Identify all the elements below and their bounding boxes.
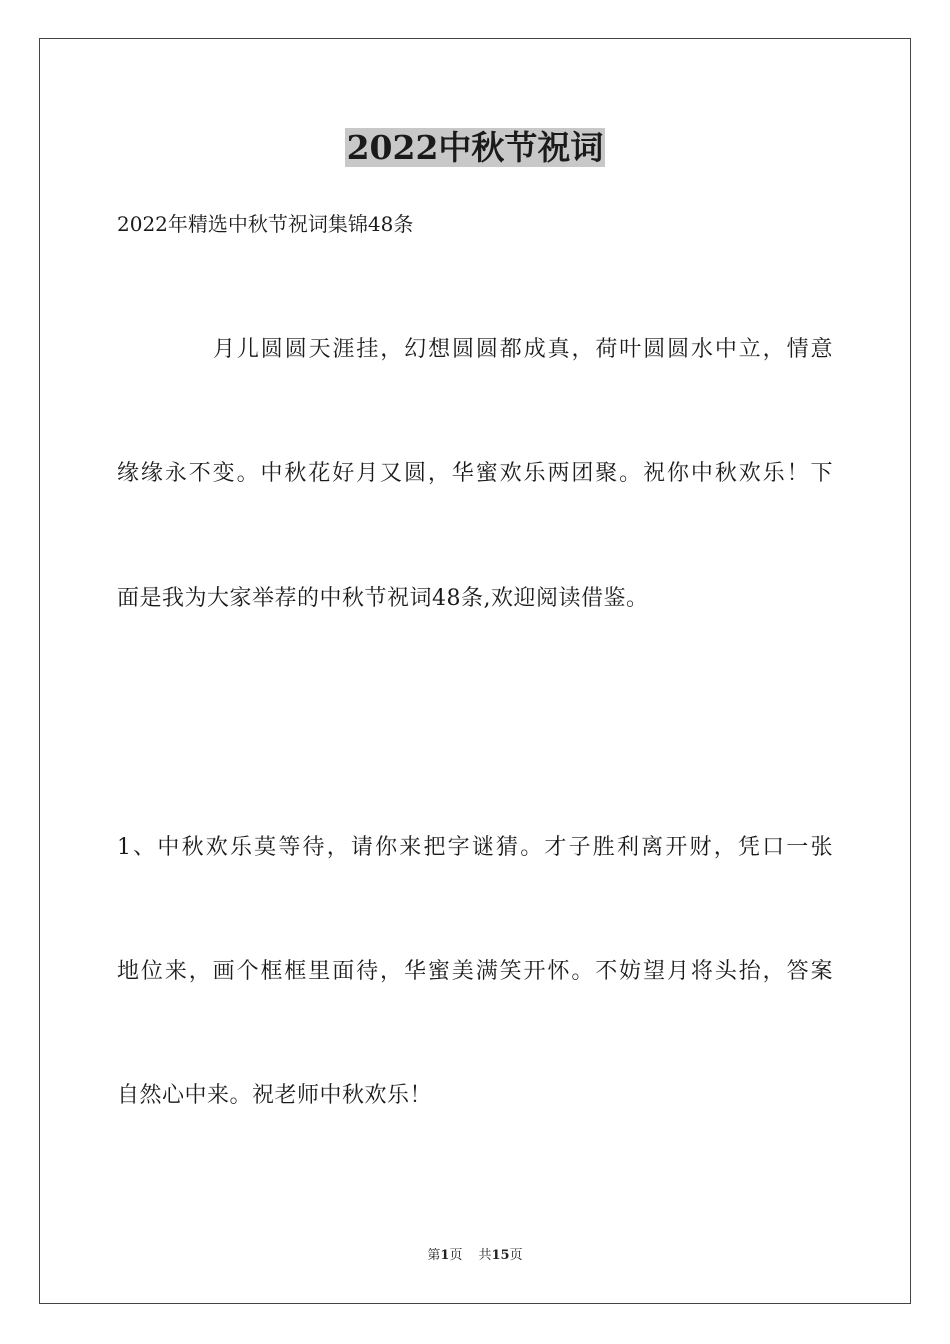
paragraph-2-line-1: 1、中秋欢乐莫等待，请你来把字谜猜。才子胜利离开财，凭口一张 [117, 835, 833, 860]
paragraph-2-line-3: 自然心中来。祝老师中秋欢乐！ [117, 1083, 433, 1108]
page-footer [0, 1247, 950, 1265]
page-suffix: 页 [449, 1248, 463, 1263]
page-prefix: 第 [427, 1248, 441, 1263]
paragraph-1-line-3: 面是我为大家举荐的中秋节祝词48条,欢迎阅读借鉴。 [117, 586, 649, 611]
total-suffix: 页 [509, 1248, 523, 1263]
page-number: 1 [440, 1248, 450, 1263]
document-title [0, 128, 950, 168]
paragraph-1-line-2: 缘缘永不变。中秋花好月又圆，华蜜欢乐两团聚。祝你中秋欢乐！下 [117, 461, 833, 486]
document-title-text: 2022中秋节祝词 [346, 128, 604, 167]
total-prefix: 共 [478, 1248, 492, 1263]
paragraph-1-line-1: 月儿圆圆天涯挂，幻想圆圆都成真，荷叶圆圆水中立，情意 [213, 337, 833, 362]
paragraph-2-line-2: 地位来，画个框框里面待，华蜜美满笑开怀。不妨望月将头抬，答案 [117, 959, 833, 984]
document-subtitle: 2022年精选中秋节祝词集锦48条 [117, 212, 414, 236]
total-pages: 15 [491, 1248, 510, 1263]
